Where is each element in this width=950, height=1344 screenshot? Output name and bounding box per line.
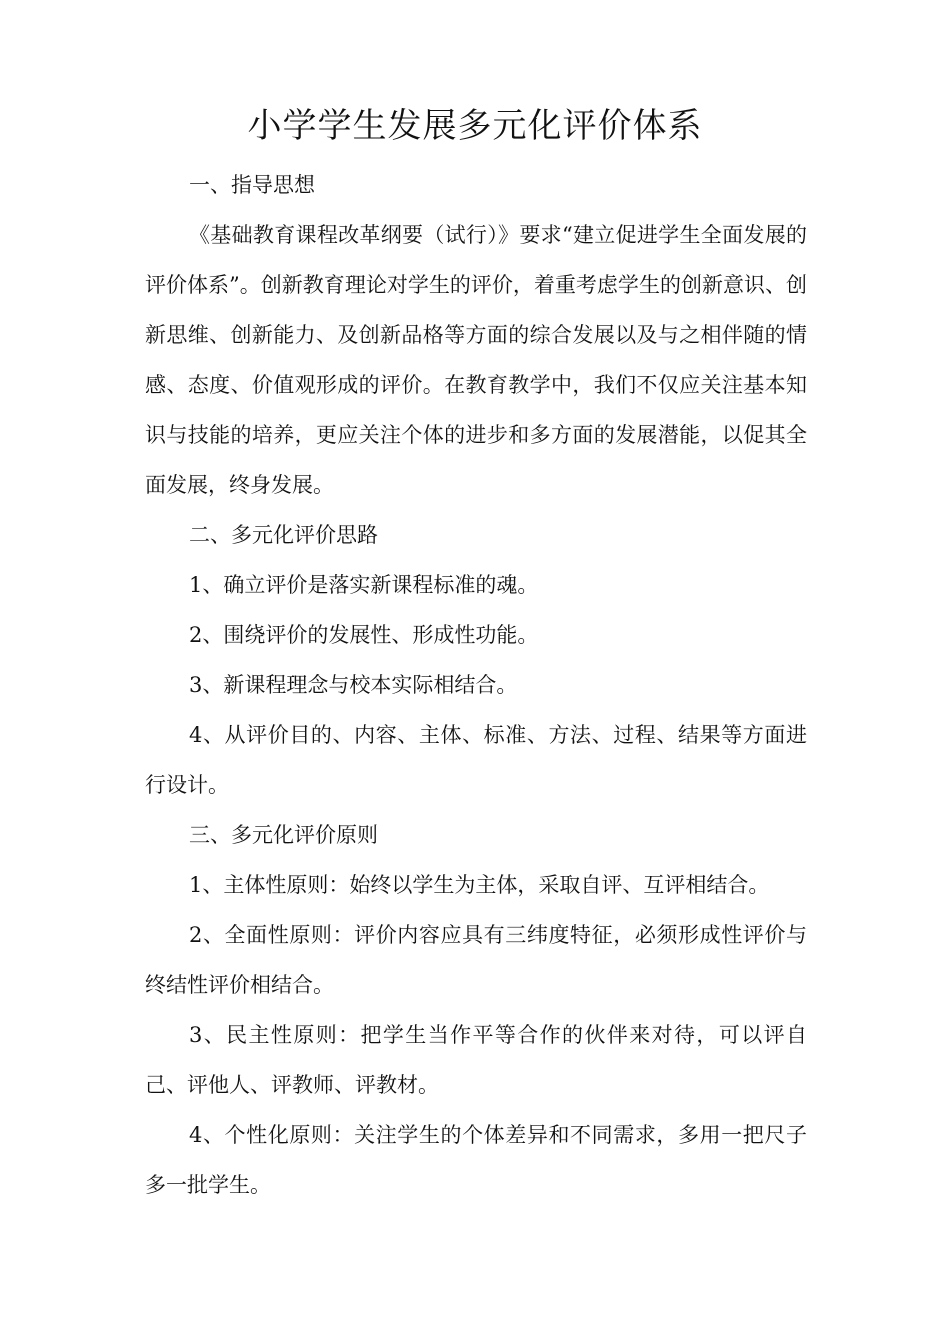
list-item: 1、主体性原则：始终以学生为主体，采取自评、互评相结合。 — [189, 873, 770, 897]
document-body — [145, 160, 807, 1210]
list-item: 3、新课程理念与校本实际相结合。 — [189, 673, 518, 697]
list-item: 1、确立评价是落实新课程标准的魂。 — [189, 573, 539, 597]
list-item: 3、民主性原则：把学生当作平等合作的伙伴来对待，可以评自己、评他人、评教师、评教材。 — [145, 1023, 807, 1097]
section-heading: 二、多元化评价思路 — [189, 523, 378, 547]
paragraph: 《基础教育课程改革纲要（试行）》要求“建立促进学生全面发展的评价体系”。创新教育理论对学生的评价，着重考虑学生的创新意识、创新思维、创新能力、及创新品格等方面的综合发展以及与之相伴随的情感、态度、价值观形成的评价。在教育教学中，我们不仅应关注基本知识与技能的培养，更应关注个体的进步和多方面的发展潜能，以促其全面发展，终身发展。 — [145, 223, 807, 497]
document-title: 小学学生发展多元化评价体系 — [247, 106, 703, 146]
list-item: 2、围绕评价的发展性、形成性功能。 — [189, 623, 539, 647]
section-heading: 三、多元化评价原则 — [189, 823, 378, 847]
list-item: 4、个性化原则：关注学生的个体差异和不同需求，多用一把尺子多一批学生。 — [145, 1123, 807, 1197]
list-item: 4、从评价目的、内容、主体、标准、方法、过程、结果等方面进行设计。 — [145, 723, 807, 797]
list-item: 2、全面性原则：评价内容应具有三纬度特征，必须形成性评价与终结性评价相结合。 — [145, 923, 807, 997]
section-heading: 一、指导思想 — [189, 173, 315, 197]
